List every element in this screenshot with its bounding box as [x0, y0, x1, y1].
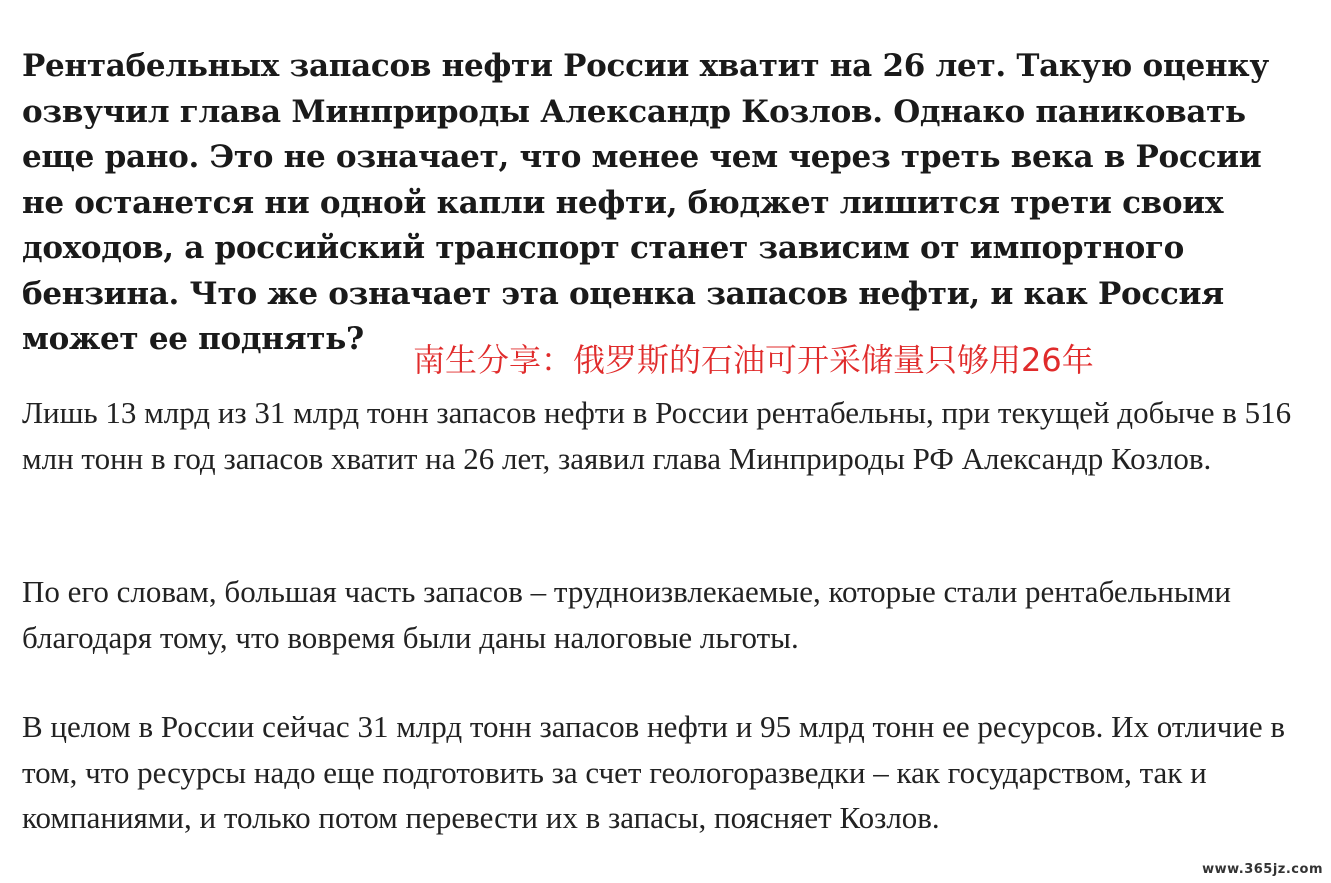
overlay-caption: 南生分享：俄罗斯的石油可开采储量只够用26年: [413, 341, 1094, 379]
article-paragraph: Лишь 13 млрд из 31 млрд тонн запасов нефти в России рентабельны, при текущей добыче в 516 млн тонн в год запасов хватит на 26 лет, заявил глава Минприроды РФ Александр Козлов.: [22, 395, 1292, 476]
article-paragraph: В целом в России сейчас 31 млрд тонн запасов нефти и 95 млрд тонн ее ресурсов. Их отличие в том, что ресурсы надо еще подготовить за счет геологоразведки – как государством, так и компаниями, и только потом перевести их в запасы, поясняет Козлов.: [22, 709, 1286, 835]
article-lead: Рентабельных запасов нефти России хватит на 26 лет. Такую оценку озвучил глава Минприроды Александр Козлов. Однако паниковать еще рано. Это не означает, что менее чем через треть века в России не останется ни одной капли нефти, бюджет лишится трети своих доходов, а российский транспорт станет зависим от импортного бензина. Что же означает эта оценка запасов нефти, и как Россия может ее поднять?: [22, 48, 1269, 357]
article-paragraph: По его словам, большая часть запасов – трудноизвлекаемые, которые стали рентабельными благодаря тому, что вовремя были даны налоговые льготы.: [22, 574, 1231, 655]
watermark: www.365jz.com: [1202, 862, 1323, 877]
article: [22, 44, 1312, 835]
